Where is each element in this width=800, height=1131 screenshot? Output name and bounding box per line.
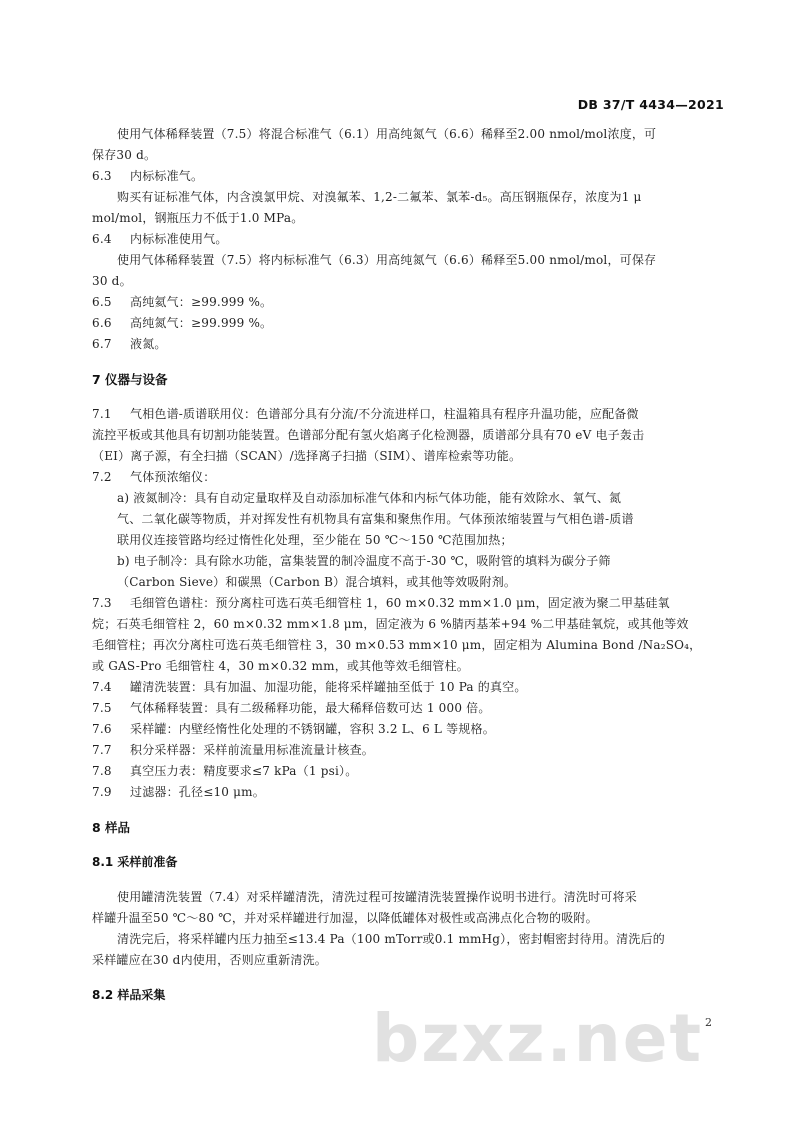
numbered-clause [92,334,724,355]
clause-text: 真空压力表：精度要求≤7 kPa（1 psi）。 [130,764,358,778]
page-number: 2 [705,1016,712,1029]
spacer [92,803,724,817]
clause-text: 积分采样器：采样前流量用标准流量计核查。 [130,743,375,757]
spacer [92,838,724,852]
numbered-clause [92,229,724,250]
clause-text: 气体稀释装置：具有二级稀释功能，最大稀释倍数可达 1 000 倍。 [130,701,491,715]
clause-text: 高纯氦气：≥99.999 %。 [130,295,273,309]
clause-number: 6.3 [92,169,112,183]
clause-text: 过滤器：孔径≤10 μm。 [130,785,265,799]
list-item: b) 电子制冷：具有除水功能，富集装置的制冷温度不高于-30 ℃，吸附管的填料为碳分子筛 [117,554,611,568]
text-line: 毛细管柱；再次分离柱可选石英毛细管柱 3，30 m×0.53 mm×10 μm，固定相为 Alumina Bond /Na₂SO₄， [92,638,702,652]
numbered-clause [92,698,724,719]
clause-number: 6.7 [92,337,112,351]
standard-code-header: DB 37/T 4434—2021 [577,97,724,112]
text-line: mol/mol，钢瓶压力不低于1.0 MPa。 [92,211,304,225]
clause-number: 7.7 [92,743,112,757]
spacer [92,971,724,985]
numbered-clause [92,719,724,740]
list-item-continuation: 联用仪连接管路均经过惰性化处理，至少能在 50 ℃～150 ℃范围加热； [117,533,513,547]
spacer [92,390,724,404]
section-heading: 8.1 采样前准备 [92,855,178,869]
text-line: 采样罐应在30 d内使用，否则应重新清洗。 [92,953,327,967]
text-line: 烷；石英毛细管柱 2，60 m×0.32 mm×1.8 μm，固定液为 6 %腈丙基苯+94 %二甲基硅氧烷，或其他等效 [92,617,689,631]
paragraph-line: 清洗完后，将采样罐内压力抽至≤13.4 Pa（100 mTorr或0.1 mmHg），密封帽密封待用。清洗后的 [117,932,665,946]
numbered-clause [92,404,724,425]
text-line: 样罐升温至50 ℃～80 ℃，并对采样罐进行加湿，以降低罐体对极性或高沸点化合物的吸附。 [92,911,598,925]
numbered-clause [92,593,724,614]
list-item: a) 液氮制冷：具有自动定量取样及自动添加标准气体和内标气体功能，能有效除水、氧气、氮 [117,491,622,505]
document-body [92,124,724,1006]
clause-number: 7.3 [92,596,112,610]
clause-text: 毛细管色谱柱：预分离柱可选石英毛细管柱 1，60 m×0.32 mm×1.0 μm，固定液为聚二甲基硅氧 [130,596,670,610]
list-item-continuation: （Carbon Sieve）和碳黑（Carbon B）混合填料，或其他等效吸附剂。 [117,575,517,589]
text-line: 保存30 d。 [92,148,157,162]
clause-text: 内标标准气。 [130,169,204,183]
numbered-clause [92,166,724,187]
clause-number: 7.9 [92,785,112,799]
spacer [92,873,724,887]
section-heading: 8.2 样品采集 [92,988,166,1002]
numbered-clause [92,313,724,334]
clause-number: 6.5 [92,295,112,309]
paragraph-line: 使用气体稀释装置（7.5）将混合标准气（6.1）用高纯氮气（6.6）稀释至2.00 nmol/mol浓度，可 [117,127,657,141]
clause-text: 高纯氮气：≥99.999 %。 [130,316,273,330]
clause-number: 7.6 [92,722,112,736]
text-line: 30 d。 [92,274,132,288]
numbered-clause [92,292,724,313]
text-line: 流控平板或其他具有切割功能装置。色谱部分配有氢火焰离子化检测器，质谱部分具有70 eV 电子轰击 [92,428,645,442]
clause-text: 气相色谱-质谱联用仪：色谱部分具有分流/不分流进样口，柱温箱具有程序升温功能，应配备微 [130,407,639,421]
paragraph-line: 购买有证标准气体，内含溴氯甲烷、对溴氟苯、1,2-二氟苯、氯苯-d₅。高压钢瓶保存，浓度为1 μ [117,190,642,204]
clause-text: 采样罐：内壁经惰性化处理的不锈钢罐，容积 3.2 L、6 L 等规格。 [130,722,495,736]
watermark: bzxz.net [372,1000,704,1077]
paragraph-line: 使用气体稀释装置（7.5）将内标标准气（6.3）用高纯氮气（6.6）稀释至5.00 nmol/mol，可保存 [117,253,657,267]
clause-number: 7.5 [92,701,112,715]
clause-number: 7.4 [92,680,112,694]
spacer [92,355,724,369]
clause-number: 6.4 [92,232,112,246]
numbered-clause [92,782,724,803]
clause-number: 7.1 [92,407,112,421]
numbered-clause [92,677,724,698]
numbered-clause [92,761,724,782]
clause-number: 6.6 [92,316,112,330]
numbered-clause [92,467,724,488]
numbered-clause [92,740,724,761]
clause-text: 罐清洗装置：具有加温、加湿功能，能将采样罐抽至低于 10 Pa 的真空。 [130,680,527,694]
clause-text: 内标标准使用气。 [130,232,228,246]
clause-number: 7.8 [92,764,112,778]
clause-text: 液氮。 [130,337,167,351]
list-item-continuation: 气、二氧化碳等物质，并对挥发性有机物具有富集和聚焦作用。气体预浓缩装置与气相色谱-质谱 [117,512,634,526]
text-line: （EI）离子源，有全扫描（SCAN）/选择离子扫描（SIM）、谱库检索等功能。 [92,449,522,463]
chapter-heading: 7 仪器与设备 [92,372,168,387]
clause-number: 7.2 [92,470,112,484]
clause-text: 气体预浓缩仪： [130,470,216,484]
chapter-heading: 8 样品 [92,820,131,835]
paragraph-line: 使用罐清洗装置（7.4）对采样罐清洗，清洗过程可按罐清洗装置操作说明书进行。清洗时可将采 [117,890,637,904]
text-line: 或 GAS-Pro 毛细管柱 4，30 m×0.32 mm，或其他等效毛细管柱。 [92,659,469,673]
